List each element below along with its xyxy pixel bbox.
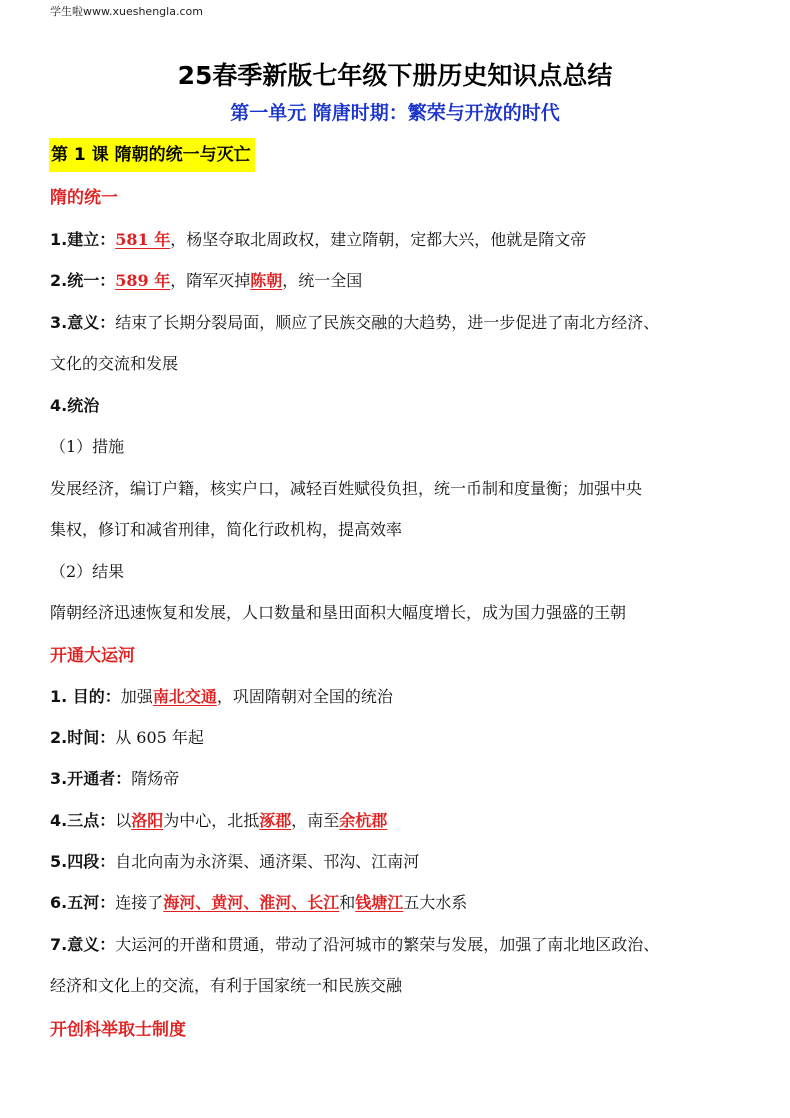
point-text: ，南至 [291,811,340,830]
point-text: ，杨坚夺取北周政权，建立隋朝，定都大兴，他就是隋文帝 [170,230,587,249]
point-label: 3.开通者： [50,769,132,788]
point-text: 五大水系 [403,893,468,912]
text-line: 经济和文化上的交流，有利于国家统一和民族交融 [50,976,403,995]
highlight-term: 涿郡 [259,811,292,830]
point-label: 2.统一： [50,271,116,290]
highlight-year: 581 年 [115,230,171,249]
point-significance [50,310,659,333]
text-line: 发展经济，编订户籍，核实户口，减轻百姓赋役负担，统一币制和度量衡；加强中央 [50,479,643,498]
point-text: 大运河的开凿和贯通，带动了沿河城市的繁荣与发展，加强了南北地区政治、 [115,935,660,954]
point-label: 1.建立： [50,230,116,249]
point-text: 为中心，北抵 [163,811,260,830]
point-text: 和 [339,893,356,912]
point-label: 4.三点： [50,811,116,830]
point-label: 5.四段： [50,852,116,871]
subheading-measures: （1）措施 [50,437,125,456]
highlight-term: 陈朝 [250,271,283,290]
point-label: 2.时间： [50,728,116,747]
point-founding [50,227,586,250]
highlight-term: 海河、黄河、淮河、长江 [163,893,340,912]
point-unification [50,268,362,291]
canal-time [50,725,204,748]
point-text: ，隋军灭掉 [170,271,251,290]
canal-four-sections [50,849,419,872]
point-text: ，巩固隋朝对全国的统治 [216,687,393,706]
canal-purpose [50,684,393,707]
highlight-term: 洛阳 [131,811,164,830]
canal-builder [50,766,179,789]
canal-significance [50,932,659,955]
text-line: 隋朝经济迅速恢复和发展，人口数量和垦田面积大幅度增长，成为国力强盛的王朝 [50,603,627,622]
section-heading-unification: 隋的统一 [50,188,118,208]
point-label: 3.意义： [50,313,116,332]
watermark: 学生啦www.xueshengla.com [50,5,203,18]
point-label: 6.五河： [50,893,116,912]
canal-three-points [50,808,387,831]
text-line: 集权，修订和减省刑律，简化行政机构，提高效率 [50,520,403,539]
highlight-term: 南北交通 [152,687,217,706]
subheading-results: （2）结果 [50,562,125,581]
section-heading-imperial-exam: 开创科举取士制度 [50,1020,186,1040]
point-text: 连接了 [115,893,164,912]
canal-five-rivers [50,890,467,913]
point-text: ，统一全国 [282,271,363,290]
page-title: 25春季新版七年级下册历史知识点总结 [177,61,613,90]
point-label: 1. 目的： [50,687,121,706]
highlight-term: 余杭郡 [339,811,388,830]
unit-heading: 第一单元 隋唐时期：繁荣与开放的时代 [230,102,560,124]
highlight-year: 589 年 [115,271,171,290]
point-text: 隋炀帝 [131,769,180,788]
point-text: 加强 [120,687,153,706]
point-rule: 4.统治 [50,396,100,415]
point-text: 结束了长期分裂局面，顺应了民族交融的大趋势，进一步促进了南北方经济、 [115,313,660,332]
point-text: 从 605 年起 [115,728,204,747]
section-heading-grand-canal: 开通大运河 [50,646,135,666]
lesson-heading: 第 1 课 隋朝的统一与灭亡 [49,138,255,172]
highlight-term: 钱塘江 [355,893,404,912]
point-text: 以 [115,811,132,830]
text-line: 文化的交流和发展 [50,354,179,373]
point-text: 自北向南为永济渠、通济渠、邗沟、江南河 [115,852,420,871]
point-label: 7.意义： [50,935,116,954]
